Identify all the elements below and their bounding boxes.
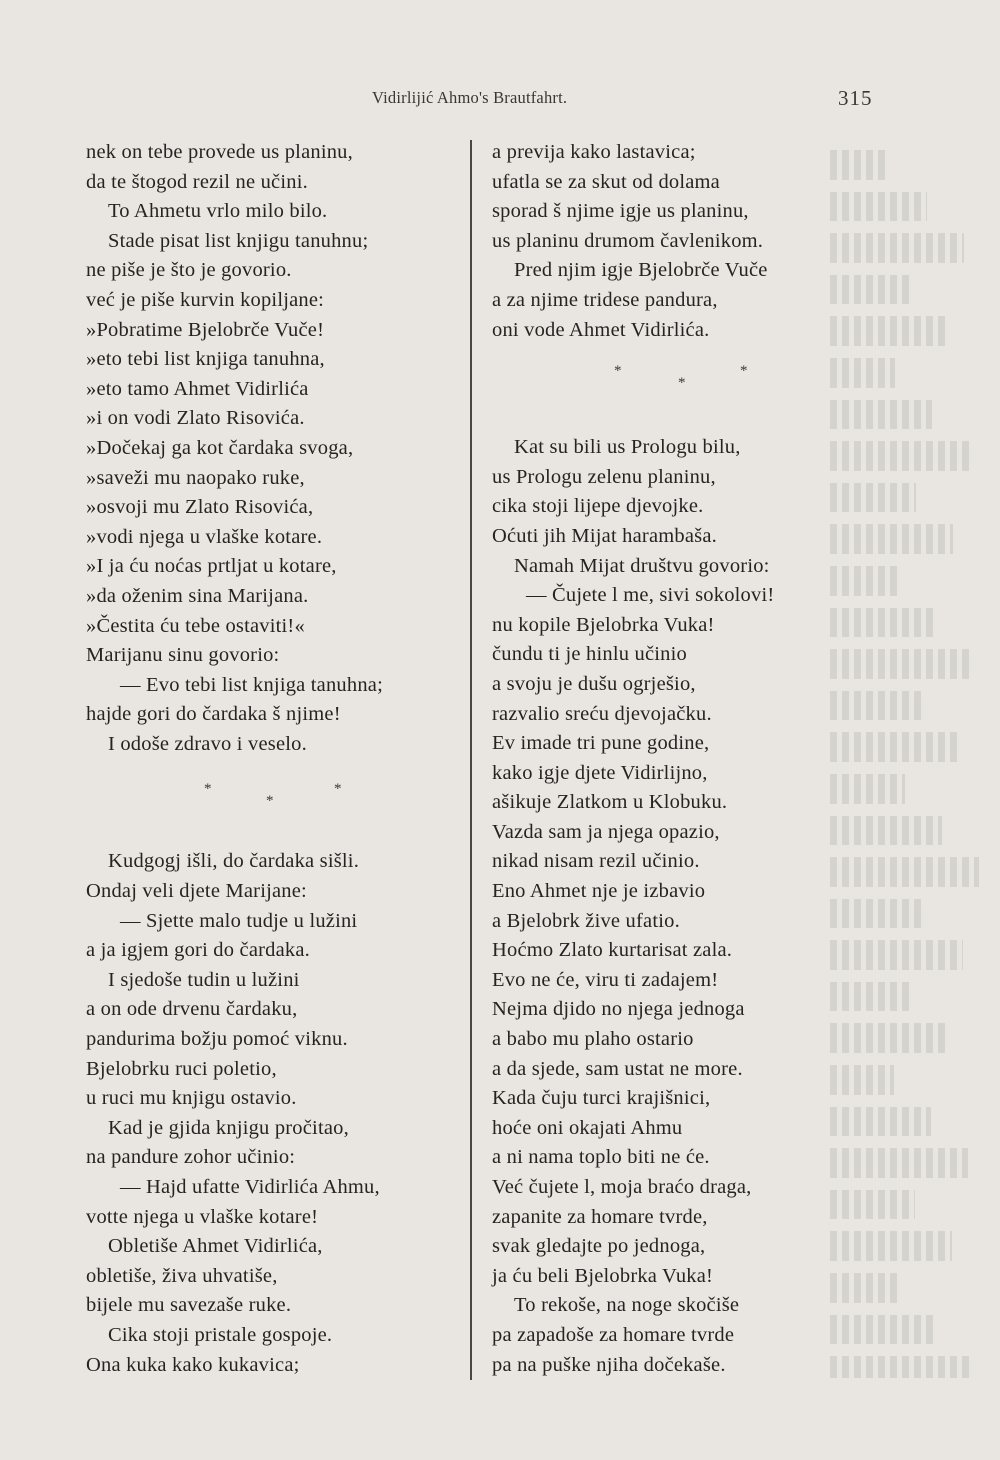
section-separator-right (492, 345, 832, 433)
verse-line: Ona kuka kako kukavica; (86, 1353, 300, 1376)
verse-line: — Sjette malo tudje u lužini (120, 909, 358, 932)
verse-line: a babo mu plaho ostario (492, 1028, 694, 1051)
verse-line: čundu ti je hinlu učinio (492, 643, 687, 666)
verse-line: ašikuje Zlatkom u Klobuku. (492, 791, 728, 814)
section-separator-left (86, 759, 466, 847)
separator-star: * (334, 781, 342, 798)
verse-line: Kudgogj išli, do čardaka sišli. (108, 850, 360, 873)
verse-line: »Čestita ću tebe ostaviti!« (86, 614, 305, 637)
show-through-line (830, 1148, 968, 1178)
separator-star: * (204, 781, 212, 798)
verse-line: »i on vodi Zlato Risovića. (86, 407, 305, 430)
verse-line: Kad je gjida knjigu pročitao, (108, 1116, 349, 1139)
show-through-line (830, 1231, 952, 1261)
verse-line: Nejma djido no njega jednoga (492, 998, 745, 1021)
verse-line: votte njega u vlaške kotare! (86, 1205, 319, 1228)
verse-line: u ruci mu knjigu ostavio. (86, 1087, 297, 1110)
show-through-line (830, 1356, 973, 1378)
verse-line: Oćuti jih Mijat harambaša. (492, 524, 717, 547)
verse-line: »eto tebi list knjiga tanuhna, (86, 348, 325, 371)
verse-line: nek on tebe provede us planinu, (86, 141, 353, 163)
verse-line: Namah Mijat društvu govorio: (514, 554, 770, 577)
verse-line: a za njime tridese pandura, (492, 288, 718, 311)
page-number: 315 (838, 86, 873, 110)
show-through-line (830, 1315, 936, 1345)
left-column (86, 138, 466, 1380)
show-through-line (830, 358, 895, 388)
verse-line: pa zapadoše za homare tvrde (492, 1323, 735, 1346)
verse-line: »eto tamo Ahmet Vidirlića (86, 377, 309, 400)
verse-line: ne piše je što je govorio. (86, 259, 292, 282)
show-through-line (830, 1065, 894, 1095)
verse-line: »da oženim sina Marijana. (86, 584, 309, 607)
show-through-line (830, 608, 937, 638)
verse-line: kako igje djete Vidirlijno, (492, 761, 708, 784)
verse-line: a da sjede, sam ustat ne more. (492, 1057, 743, 1080)
show-through-line (830, 1190, 915, 1220)
show-through-line (830, 732, 958, 762)
verse-line: hajde gori do čardaka š njime! (86, 703, 341, 726)
verse-line: »osvoji mu Zlato Risovića, (86, 496, 314, 519)
show-through-line (830, 816, 942, 846)
verse-line: Marijanu sinu govorio: (86, 644, 280, 667)
show-through-line (830, 524, 953, 554)
verse-line: već je piše kurvin kopiljane: (86, 288, 325, 311)
verse-line: Evo ne će, viru ti zadajem! (492, 968, 719, 991)
show-through-line (830, 566, 900, 596)
verse-line: nikad nisam rezil učinio. (492, 850, 700, 873)
running-title: Vidirlijić Ahmo's Brautfahrt. (372, 88, 568, 107)
verse-line: a on ode drvenu čardaku, (86, 998, 298, 1021)
show-through-line (830, 150, 890, 180)
right-column (492, 138, 832, 1380)
verse-line: — Evo tebi list knjiga tanuhna; (120, 673, 383, 696)
show-through-text (830, 138, 1000, 1378)
show-through-line (830, 316, 948, 346)
verse-line: zapanite za homare tvrde, (492, 1205, 708, 1228)
verse-line: a ja igjem gori do čardaka. (86, 939, 310, 962)
show-through-line (830, 192, 927, 222)
show-through-line (830, 774, 905, 804)
verse-line: a ni nama toplo biti ne će. (492, 1146, 710, 1169)
show-through-line (830, 899, 926, 929)
verse-line: »Pobratime Bjelobrče Vuče! (86, 318, 325, 341)
verse-line: Hoćmo Zlato kurtarisat zala. (492, 939, 733, 962)
show-through-line (830, 982, 910, 1012)
verse-line: To Ahmetu vrlo milo bilo. (108, 200, 328, 223)
verse-line: Kada čuju turci krajišnici, (492, 1087, 711, 1110)
verse-line: na pandure zohor učinio: (86, 1146, 296, 1169)
show-through-line (830, 857, 979, 887)
show-through-line (830, 400, 932, 430)
verse-line: Pred njim igje Bjelobrče Vuče (514, 259, 768, 282)
separator-star: * (614, 363, 622, 380)
show-through-line (830, 1023, 947, 1053)
show-through-line (830, 233, 964, 263)
verse-line: razvalio sreću djevojačku. (492, 702, 712, 725)
verse-line: obletiše, živa uhvatiše, (86, 1264, 278, 1287)
show-through-line (830, 1107, 931, 1137)
verse-line: I odoše zdravo i veselo. (108, 732, 307, 755)
page-header (0, 86, 1000, 116)
verse-line: »I ja ću noćas prtljat u kotare, (86, 555, 337, 578)
verse-line: »saveži mu naopako ruke, (86, 466, 305, 489)
verse-line: a svoju je dušu ogrješio, (492, 672, 696, 695)
verse-line: — Čujete l me, sivi sokolovi! (526, 584, 775, 607)
verse-line: svak gledajte po jednoga, (492, 1235, 706, 1258)
verse-line: — Hajd ufatte Vidirlića Ahmu, (120, 1176, 380, 1198)
show-through-line (830, 940, 963, 970)
verse-line: us planinu drumom čavlenikom. (492, 229, 764, 252)
verse-line: ja ću beli Bjelobrka Vuka! (492, 1264, 714, 1287)
verse-line: Stade pisat list knjigu tanuhnu; (108, 229, 369, 252)
verse-line: Cika stoji pristale gospoje. (108, 1323, 333, 1346)
verse-line: Vazda sam ja njega opazio, (492, 820, 720, 843)
verse-line: pa na puške njiha dočekaše. (492, 1353, 726, 1376)
verse-line: Obletiše Ahmet Vidirlića, (108, 1235, 323, 1258)
show-through-line (830, 483, 916, 513)
verse-line: Kat su bili us Prologu bilu, (514, 436, 741, 459)
show-through-line (830, 691, 921, 721)
separator-star: * (740, 363, 748, 380)
verse-line: »vodi njega u vlaške kotare. (86, 525, 323, 548)
verse-line: hoće oni okajati Ahmu (492, 1116, 683, 1139)
verse-line: a Bjelobrk žive ufatio. (492, 909, 680, 932)
verse-line: »Dočekaj ga kot čardaka svoga, (86, 436, 354, 459)
left-verse-block-2 (86, 847, 466, 1380)
verse-line: sporad š njime igje us planinu, (492, 200, 749, 223)
verse-line: oni vode Ahmet Vidirlića. (492, 318, 710, 341)
show-through-line (830, 1273, 899, 1303)
verse-line: I sjedoše tudin u lužini (108, 968, 300, 991)
show-through-line (830, 649, 974, 679)
left-verse-block-1 (86, 138, 466, 759)
verse-line: Ev imade tri pune godine, (492, 732, 710, 755)
show-through-line (830, 441, 969, 471)
verse-line: Ondaj veli djete Marijane: (86, 880, 307, 903)
verse-line: nu kopile Bjelobrka Vuka! (492, 613, 715, 636)
right-verse-block-1 (492, 138, 832, 345)
verse-line: ufatla se za skut od dolama (492, 170, 720, 193)
show-through-line (830, 275, 911, 305)
right-verse-block-2 (492, 433, 832, 1380)
verse-line: Bjelobrku ruci poletio, (86, 1057, 277, 1080)
column-divider (470, 140, 472, 1380)
verse-line: Eno Ahmet nje je izbavio (492, 880, 706, 903)
separator-star: * (266, 793, 274, 810)
verse-line: cika stoji lijepe djevojke. (492, 495, 704, 518)
verse-line: Već čujete l, moja braćo draga, (492, 1176, 752, 1198)
verse-line: us Prologu zelenu planinu, (492, 465, 716, 488)
separator-star: * (678, 375, 686, 392)
verse-line: To rekoše, na noge skočiše (514, 1294, 740, 1317)
verse-line: pandurima božju pomoć viknu. (86, 1028, 348, 1051)
verse-line: a previja kako lastavica; (492, 141, 696, 163)
verse-line: bijele mu savezaše ruke. (86, 1294, 292, 1317)
verse-line: da te štogod rezil ne učini. (86, 170, 308, 193)
